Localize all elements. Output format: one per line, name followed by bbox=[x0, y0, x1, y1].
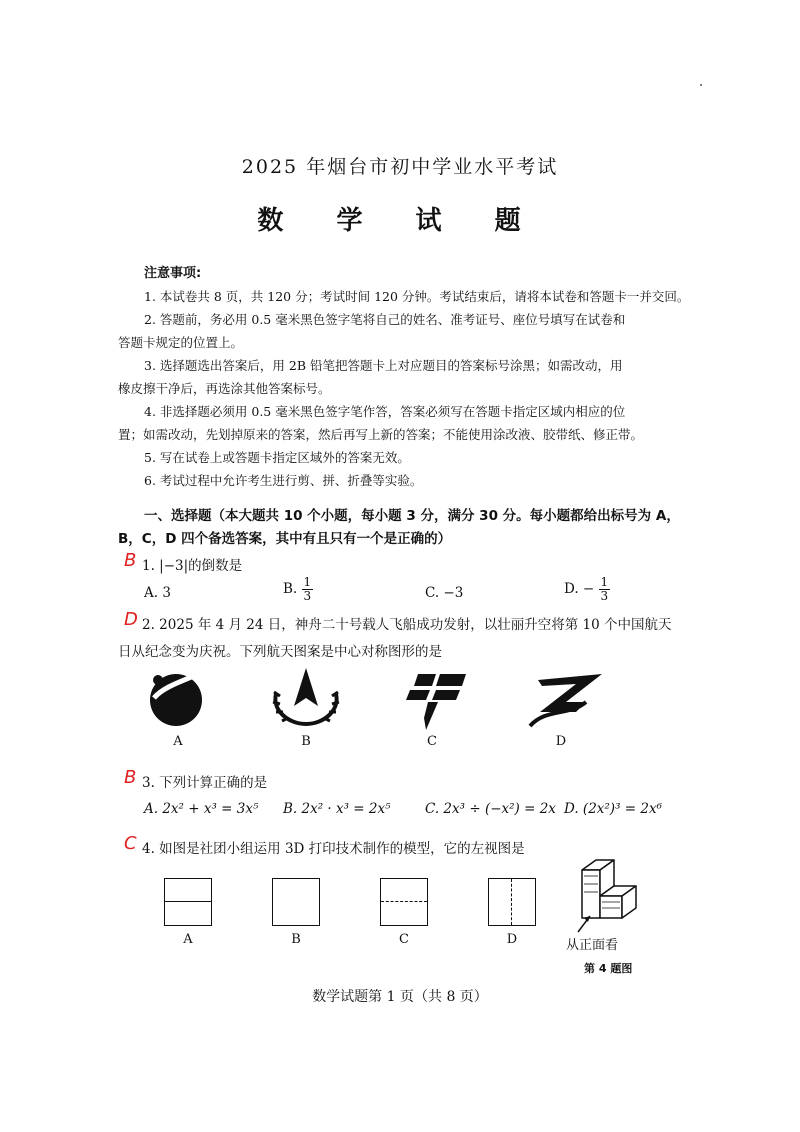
answer-mark: B bbox=[124, 550, 137, 571]
denominator: 3 bbox=[600, 589, 609, 603]
note-line: 3. 选择题选出答案后，用 2B 铅笔把答题卡上对应题目的答案标号涂黑；如需改动，用 bbox=[144, 358, 623, 373]
view-option-c bbox=[380, 878, 428, 926]
numerator: 1 bbox=[303, 575, 312, 589]
answer-mark: C bbox=[124, 833, 137, 854]
answer-mark: D bbox=[124, 609, 138, 630]
question-stem: 2. 2025 年 4 月 24 日，神舟二十号载人飞船成功发射，以壮丽升空将第 10 个中国航天 bbox=[142, 617, 672, 633]
figure-caption: 第 4 题图 bbox=[584, 962, 633, 975]
answer-mark: B bbox=[124, 767, 137, 788]
figure-label: D bbox=[506, 932, 518, 947]
question-stem: 1. |−3|的倒数是 bbox=[142, 558, 243, 574]
question-stem: 3. 下列计算正确的是 bbox=[142, 775, 268, 791]
option-c: C. −3 bbox=[425, 585, 464, 601]
exam-title: 2025 年烟台市初中学业水平考试 bbox=[241, 156, 559, 178]
note-line: 答题卡规定的位置上。 bbox=[118, 335, 244, 350]
notes-heading: 注意事项: bbox=[144, 266, 202, 281]
note-line: 1. 本试卷共 8 页，共 120 分；考试时间 120 分钟。考试结束后，请将本试卷和答题卡一并交回。 bbox=[144, 289, 690, 304]
option-label: D. − bbox=[564, 581, 595, 597]
note-line: 橡皮擦干净后，再选涂其他答案标号。 bbox=[118, 381, 331, 396]
section-heading-cont: B，C，D 四个备选答案，其中有且只有一个是正确的） bbox=[118, 531, 452, 547]
question-stem-cont: 日从纪念变为庆祝。下列航天图案是中心对称图形的是 bbox=[118, 644, 442, 660]
note-line: 5. 写在试卷上或答题卡指定区域外的答案无效。 bbox=[144, 450, 410, 465]
option-b: B. 2x² · x³ = 2x⁵ bbox=[283, 801, 391, 817]
figure-label: B bbox=[301, 734, 311, 749]
figure-label: C bbox=[399, 932, 409, 947]
view-direction-label: 从正面看 bbox=[566, 938, 619, 953]
dashed-line bbox=[511, 879, 512, 925]
note-line: 2. 答题前，务必用 0.5 毫米黑色签字笔将自己的姓名、准考证号、座位号填写在试卷和 bbox=[144, 312, 626, 327]
option-c: C. 2x³ ÷ (−x²) = 2x bbox=[425, 801, 556, 817]
denominator: 3 bbox=[303, 589, 312, 603]
figure-label: A bbox=[173, 734, 183, 749]
view-option-b bbox=[272, 878, 320, 926]
option-d: D. (2x²)³ = 2x⁶ bbox=[564, 801, 662, 817]
note-line: 置；如需改动，先划掉原来的答案，然后再写上新的答案；不能使用涂改液、胶带纸、修正带。 bbox=[118, 427, 644, 442]
view-option-d bbox=[488, 878, 536, 926]
figure-label: A bbox=[183, 932, 193, 947]
fraction bbox=[302, 576, 314, 603]
figure-label: D bbox=[555, 734, 567, 749]
view-option-a bbox=[164, 878, 212, 926]
option-label: B. bbox=[283, 581, 298, 597]
dashed-line bbox=[381, 901, 427, 902]
option-d bbox=[564, 576, 610, 603]
solid-line bbox=[165, 901, 211, 902]
note-line: 6. 考试过程中允许考生进行剪、拼、折叠等实验。 bbox=[144, 473, 423, 488]
space-logo-b-icon bbox=[268, 666, 344, 730]
subject-title: 数 学 试 题 bbox=[257, 206, 543, 236]
fraction bbox=[599, 576, 611, 603]
numerator: 1 bbox=[600, 575, 609, 589]
option-b bbox=[283, 576, 313, 603]
option-a: A. 3 bbox=[144, 585, 171, 601]
space-logo-a-icon bbox=[146, 668, 206, 728]
option-a: A. 2x² + x³ = 3x⁵ bbox=[144, 801, 259, 817]
page-footer: 数学试题第 1 页（共 8 页） bbox=[312, 989, 488, 1005]
3d-model-figure bbox=[574, 856, 646, 934]
question-stem: 4. 如图是社团小组运用 3D 打印技术制作的模型，它的左视图是 bbox=[142, 841, 525, 857]
figure-label: C bbox=[427, 734, 437, 749]
figure-label: B bbox=[291, 932, 301, 947]
section-heading: 一、选择题（本大题共 10 个小题，每小题 3 分，满分 30 分。每小题都给出标号为 A， bbox=[144, 508, 680, 524]
note-line: 4. 非选择题必须用 0.5 毫米黑色签字笔作答，答案必须写在答题卡指定区域内相应的位 bbox=[144, 404, 626, 419]
space-logo-d-icon bbox=[526, 672, 606, 730]
speck bbox=[700, 84, 702, 86]
space-logo-c-icon bbox=[404, 668, 474, 732]
